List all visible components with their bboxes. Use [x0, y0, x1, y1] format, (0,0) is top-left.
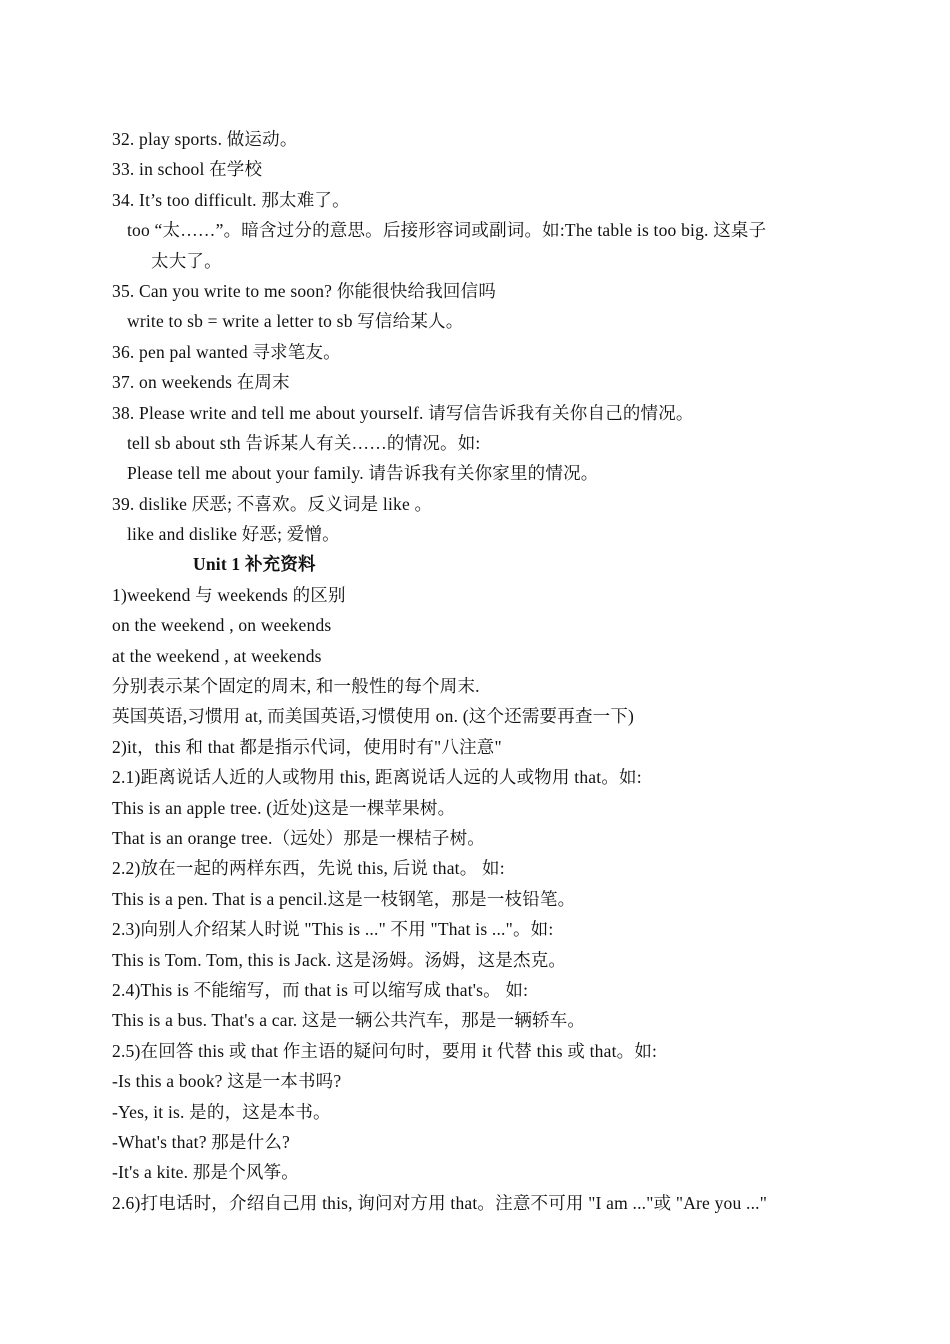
- vocab-item-38: 38. Please write and tell me about yourself. 请写信告诉我有关你自己的情况。: [112, 402, 694, 423]
- vocab-item-38-note: tell sb about sth 告诉某人有关……的情况。如:: [127, 432, 481, 453]
- vocab-item-34-note-continued: 太大了。: [151, 250, 222, 271]
- supplement-line: -Is this a book? 这是一本书吗?: [112, 1071, 342, 1092]
- supplement-line: 2.3)向别人介绍某人时说 "This is ..." 不用 "That is ..."。如:: [112, 919, 554, 940]
- document-body: [112, 124, 852, 1218]
- supplement-line: on the weekend , on weekends: [112, 615, 332, 636]
- vocab-item-35: 35. Can you write to me soon? 你能很快给我回信吗: [112, 280, 497, 301]
- supplement-line: 英国英语,习惯用 at, 而美国英语,习惯使用 on. (这个还需要再查一下): [112, 706, 635, 727]
- supplement-line: -What's that? 那是什么?: [112, 1131, 291, 1152]
- vocab-item-39: 39. dislike 厌恶; 不喜欢。反义词是 like 。: [112, 493, 433, 514]
- supplement-line: This is an apple tree. (近处)这是一棵苹果树。: [112, 797, 456, 818]
- supplement-line: 2.5)在回答 this 或 that 作主语的疑问句时，要用 it 代替 this 或 that。如:: [112, 1040, 658, 1061]
- section-heading: Unit 1 补充资料: [193, 554, 316, 575]
- vocab-item-34: 34. It’s too difficult. 那太难了。: [112, 189, 350, 210]
- supplement-line: -Yes, it is. 是的，这是本书。: [112, 1101, 331, 1122]
- supplement-section: [112, 580, 852, 1218]
- supplement-line: This is a pen. That is a pencil.这是一枝钢笔，那是一枝铅笔。: [112, 888, 576, 909]
- supplement-line: 2.4)This is 不能缩写，而 that is 可以缩写成 that's。 如:: [112, 979, 529, 1000]
- supplement-line: That is an orange tree.（远处）那是一棵桔子树。: [112, 827, 485, 848]
- vocab-item-37: 37. on weekends 在周末: [112, 372, 290, 393]
- vocab-item-32: 32. play sports. 做运动。: [112, 129, 298, 149]
- supplement-line: 1)weekend 与 weekends 的区别: [112, 584, 346, 605]
- vocab-item-33: 33. in school 在学校: [112, 159, 263, 180]
- supplement-line: 2.6)打电话时，介绍自己用 this, 询问对方用 that。注意不可用 "I am ..."或 "Are you ...": [112, 1192, 768, 1213]
- supplement-line: 2.1)距离说话人近的人或物用 this, 距离说话人远的人或物用 that。如:: [112, 767, 642, 788]
- supplement-line: This is a bus. That's a car. 这是一辆公共汽车，那是一辆轿车。: [112, 1010, 586, 1031]
- supplement-line: 2.2)放在一起的两样东西，先说 this, 后说 that。 如:: [112, 858, 505, 879]
- supplement-line: at the weekend , at weekends: [112, 645, 322, 666]
- vocab-item-39-note: like and dislike 好恶; 爱憎。: [127, 524, 340, 545]
- supplement-line: 分别表示某个固定的周末, 和一般性的每个周末.: [112, 676, 480, 697]
- supplement-line: This is Tom. Tom, this is Jack. 这是汤姆。汤姆，这是杰克。: [112, 949, 567, 970]
- vocab-item-38-example: Please tell me about your family. 请告诉我有关你家里的情况。: [127, 463, 599, 484]
- vocab-item-36: 36. pen pal wanted 寻求笔友。: [112, 341, 341, 362]
- supplement-line: -It's a kite. 那是个风筝。: [112, 1162, 299, 1183]
- vocab-item-35-note: write to sb = write a letter to sb 写信给某人。: [127, 311, 464, 332]
- supplement-line: 2)it，this 和 that 都是指示代词，使用时有"八注意": [112, 736, 502, 757]
- vocab-item-34-note: too “太……”。暗含过分的意思。后接形容词或副词。如:The table is too big. 这桌子: [127, 220, 767, 241]
